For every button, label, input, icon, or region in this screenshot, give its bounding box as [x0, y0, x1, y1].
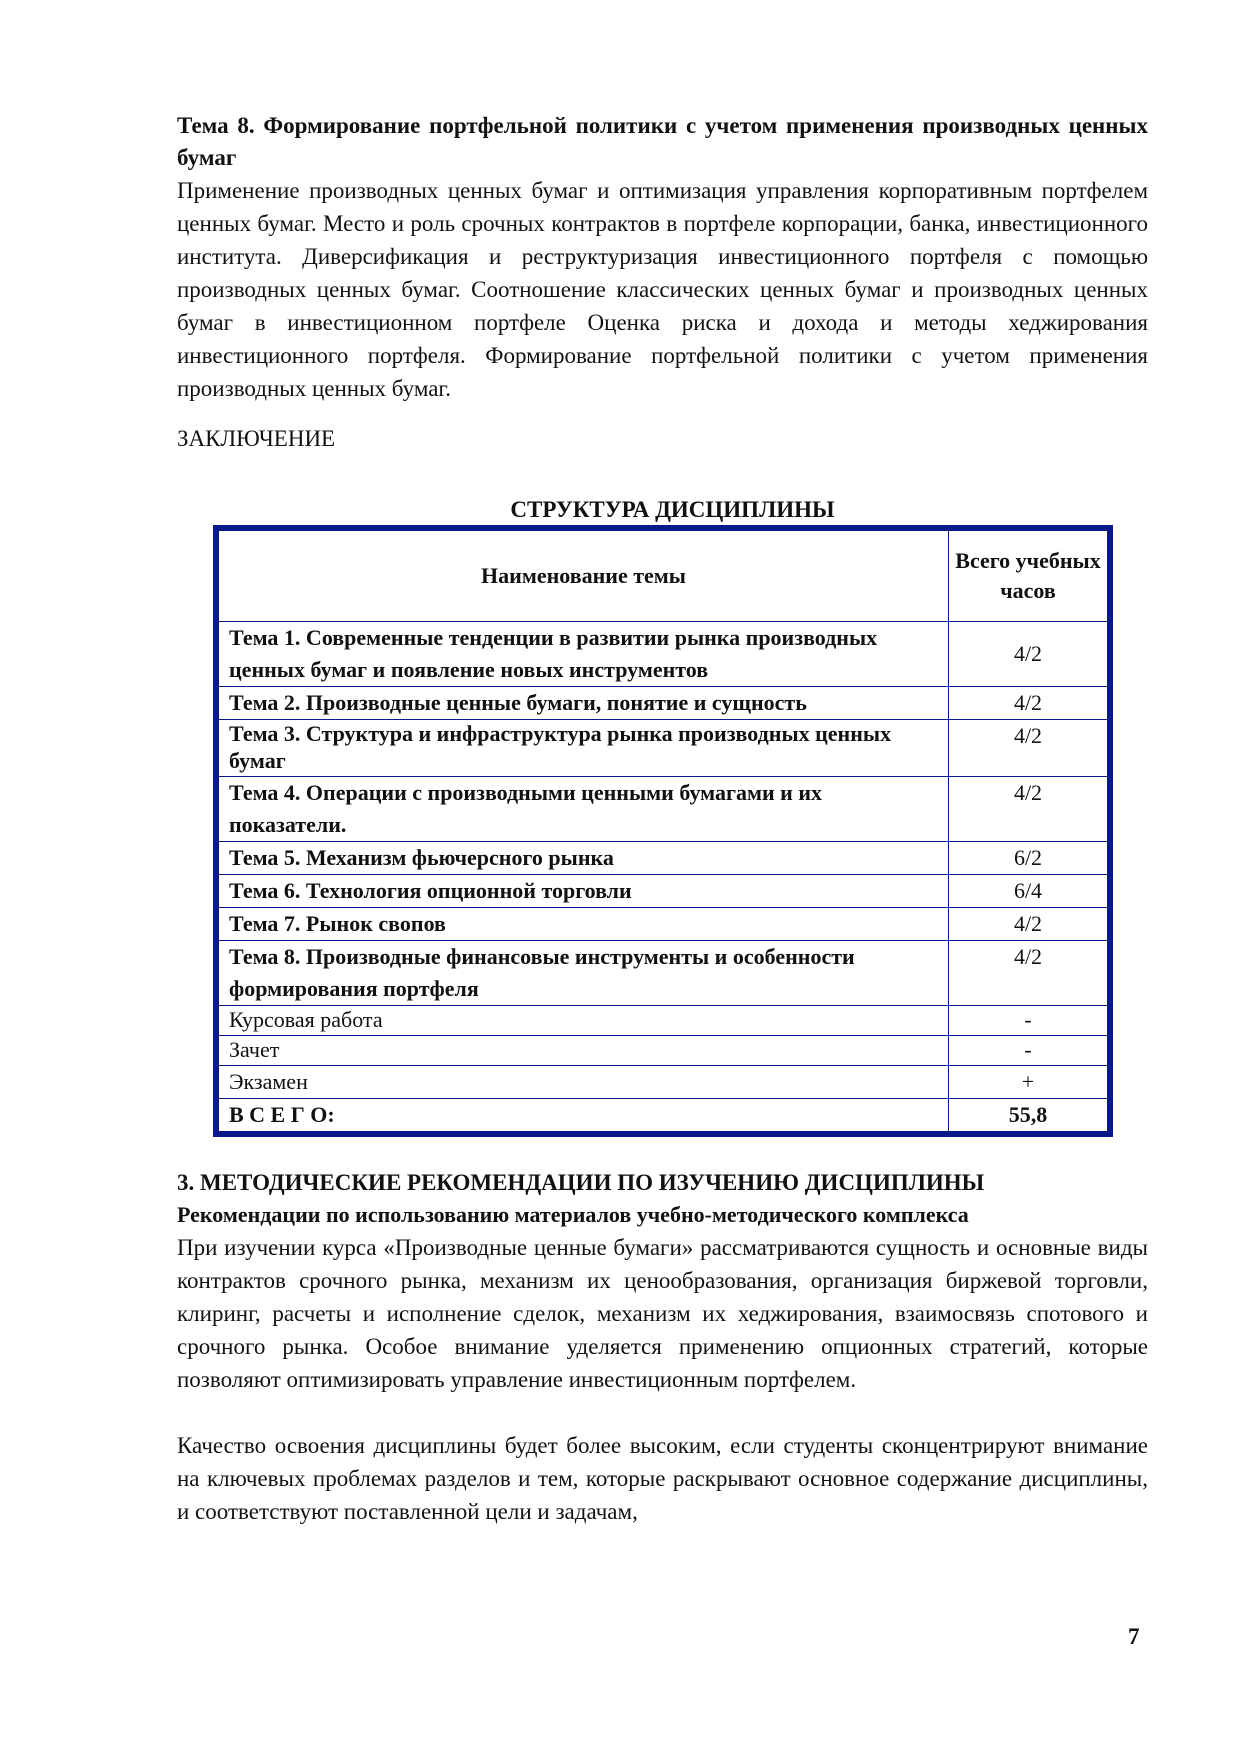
- table-row: [219, 777, 1108, 842]
- table-row: [219, 908, 1108, 941]
- topic-name: Тема 6. Технология опционной торговли: [219, 875, 949, 908]
- topic-hours: 4/2: [949, 908, 1108, 941]
- total-label: В С Е Г О:: [219, 1099, 949, 1132]
- section3-subheading: Рекомендации по использованию материалов учебно-методического комплекса: [177, 1202, 969, 1227]
- section3-heading: 3. МЕТОДИЧЕСКИЕ РЕКОМЕНДАЦИИ ПО ИЗУЧЕНИЮ ДИСЦИПЛИНЫ: [177, 1170, 985, 1195]
- structure-table: [213, 525, 1113, 1137]
- column-header-hours: Всего учебных часов: [949, 531, 1108, 622]
- conclusion-heading: ЗАКЛЮЧЕНИЕ: [177, 426, 336, 451]
- structure-title: СТРУКТУРА ДИСЦИПЛИНЫ: [510, 497, 835, 522]
- table-row: [219, 622, 1108, 687]
- table-row: [219, 687, 1108, 720]
- topic-name: Тема 3. Структура и инфраструктура рынка производных ценных бумаг: [219, 720, 949, 777]
- page-number: 7: [1128, 1624, 1140, 1649]
- topic-hours: 6/4: [949, 875, 1108, 908]
- topic-name: Тема 8. Производные финансовые инструменты и особенности формирования портфеля: [219, 941, 949, 1006]
- topic8-body: Применение производных ценных бумаг и оптимизация управления корпоративным портфелем ценных бумаг. Место и роль срочных контрактов в портфеле корпорации, банка, инвестиционного института. Диверсификация и реструктуризация инвестиционного портфеля с помощью производных ценных бумаг. Соотношение классических ценных бумаг и производных ценных бумаг в инвестиционном портфеле Оценка риска и дохода и методы хеджирования инвестиционного портфеля. Формирование портфельной политики с учетом применения производных ценных бумаг.: [177, 178, 1148, 401]
- topic-name: Тема 2. Производные ценные бумаги, понятие и сущность: [219, 687, 949, 720]
- table-row: [219, 842, 1108, 875]
- topic-name: Тема 5. Механизм фьючерсного рынка: [219, 842, 949, 875]
- topic-hours: 4/2: [949, 622, 1108, 687]
- table-row: [219, 941, 1108, 1006]
- credit-hours: -: [949, 1036, 1108, 1066]
- coursework-hours: -: [949, 1006, 1108, 1036]
- topic-name: Тема 4. Операции с производными ценными бумагами и их показатели.: [219, 777, 949, 842]
- table-row: [219, 1006, 1108, 1036]
- table-total-row: [219, 1099, 1108, 1132]
- topic-hours: 4/2: [949, 777, 1108, 842]
- exam-label: Экзамен: [219, 1066, 949, 1099]
- exam-hours: +: [949, 1066, 1108, 1099]
- table-header-row: [219, 531, 1108, 622]
- topic-hours: 4/2: [949, 687, 1108, 720]
- table-row: [219, 1036, 1108, 1066]
- table-row: [219, 720, 1108, 777]
- topic-hours: 4/2: [949, 941, 1108, 1006]
- table-row: [219, 1066, 1108, 1099]
- section3-paragraph-1: При изучении курса «Производные ценные бумаги» рассматриваются сущность и основные виды контрактов срочного рынка, механизм их ценообразования, организация биржевой торговли, клиринг, расчеты и исполнение сделок, механизм их хеджирования, взаимосвязь спотового и срочного рынка. Особое внимание уделяется применению опционных стратегий, которые позволяют оптимизировать управление инвестиционным портфелем.: [177, 1235, 1148, 1392]
- coursework-label: Курсовая работа: [219, 1006, 949, 1036]
- total-hours: 55,8: [949, 1099, 1108, 1132]
- credit-label: Зачет: [219, 1036, 949, 1066]
- table-row: [219, 875, 1108, 908]
- topic-name: Тема 7. Рынок свопов: [219, 908, 949, 941]
- topic8-heading: Тема 8. Формирование портфельной политики с учетом применения производных ценных бумаг: [177, 113, 1148, 170]
- topic-hours: 4/2: [949, 720, 1108, 777]
- document-page: [177, 110, 1148, 1528]
- topic-hours: 6/2: [949, 842, 1108, 875]
- topic-name: Тема 1. Современные тенденции в развитии рынка производных ценных бумаг и появление новых инструментов: [219, 622, 949, 687]
- section3-paragraph-2: Качество освоения дисциплины будет более высоким, если студенты сконцентрируют внимание на ключевых проблемах разделов и тем, которые раскрывают основное содержание дисциплины, и соответствуют поставленной цели и задачам,: [177, 1433, 1148, 1524]
- column-header-name: Наименование темы: [219, 531, 949, 622]
